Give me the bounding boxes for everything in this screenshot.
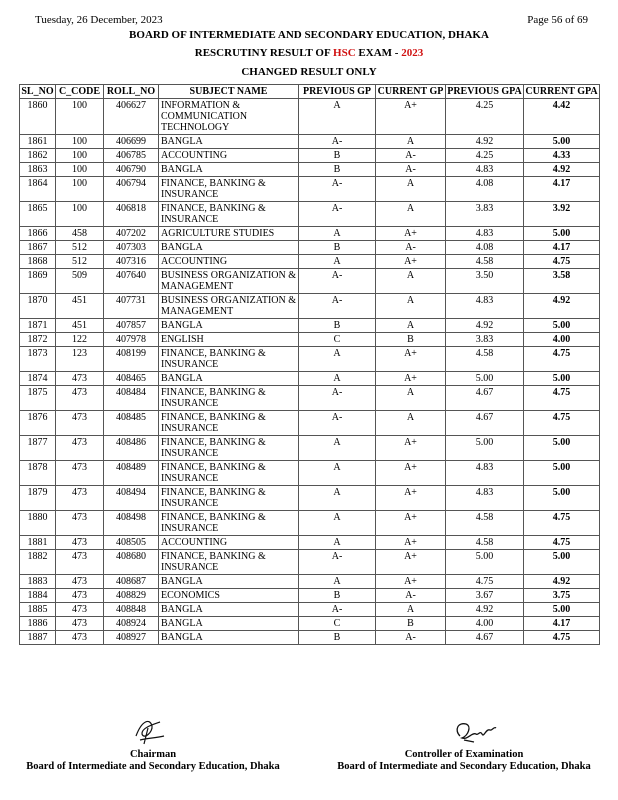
college-code-cell: 473 (56, 603, 104, 617)
current-gpa-cell: 5.00 (524, 486, 600, 511)
current-gpa-cell: 4.75 (524, 386, 600, 411)
college-code-cell: 512 (56, 255, 104, 269)
subject-name-cell: FINANCE, BANKING & INSURANCE (159, 486, 299, 511)
roll-no-cell: 407978 (104, 333, 159, 347)
table-row (20, 135, 600, 149)
college-code-cell: 473 (56, 550, 104, 575)
college-code-cell: 451 (56, 319, 104, 333)
current-gp-cell: A- (376, 241, 446, 255)
roll-no-cell: 408680 (104, 550, 159, 575)
previous-gp-cell: A- (299, 135, 376, 149)
current-gp-cell: A+ (376, 99, 446, 135)
sl-no-cell: 1868 (20, 255, 56, 269)
previous-gpa-cell: 4.58 (446, 347, 524, 372)
current-gp-cell: A+ (376, 461, 446, 486)
current-gpa-cell: 4.42 (524, 99, 600, 135)
subject-name-cell: BANGLA (159, 372, 299, 386)
previous-gpa-cell: 4.08 (446, 241, 524, 255)
previous-gp-cell: A (299, 99, 376, 135)
current-gp-cell: A (376, 411, 446, 436)
print-date: Tuesday, 26 December, 2023 (35, 14, 163, 26)
table-row (20, 227, 600, 241)
roll-no-cell: 408199 (104, 347, 159, 372)
previous-gpa-cell: 5.00 (446, 372, 524, 386)
previous-gp-cell: A (299, 536, 376, 550)
column-header: ROLL_NO (104, 85, 159, 99)
previous-gpa-cell: 4.58 (446, 536, 524, 550)
college-code-cell: 100 (56, 99, 104, 135)
sl-no-cell: 1864 (20, 177, 56, 202)
current-gp-cell: A+ (376, 511, 446, 536)
previous-gpa-cell: 4.92 (446, 135, 524, 149)
previous-gpa-cell: 4.25 (446, 149, 524, 163)
previous-gpa-cell: 4.67 (446, 386, 524, 411)
current-gpa-cell: 5.00 (524, 227, 600, 241)
roll-no-cell: 407731 (104, 294, 159, 319)
previous-gp-cell: A- (299, 177, 376, 202)
subject-name-cell: BANGLA (159, 575, 299, 589)
previous-gpa-cell: 4.58 (446, 255, 524, 269)
subject-name-cell: FINANCE, BANKING & INSURANCE (159, 436, 299, 461)
subject-name-cell: BANGLA (159, 319, 299, 333)
sl-no-cell: 1871 (20, 319, 56, 333)
current-gp-cell: A+ (376, 436, 446, 461)
subject-name-cell: FINANCE, BANKING & INSURANCE (159, 347, 299, 372)
roll-no-cell: 406785 (104, 149, 159, 163)
sl-no-cell: 1884 (20, 589, 56, 603)
current-gpa-cell: 5.00 (524, 372, 600, 386)
sl-no-cell: 1861 (20, 135, 56, 149)
table-row (20, 536, 600, 550)
subject-name-cell: FINANCE, BANKING & INSURANCE (159, 177, 299, 202)
sl-no-cell: 1886 (20, 617, 56, 631)
current-gpa-cell: 5.00 (524, 461, 600, 486)
table-row (20, 241, 600, 255)
current-gpa-cell: 4.75 (524, 631, 600, 645)
report-subtitle: CHANGED RESULT ONLY (241, 66, 377, 78)
roll-no-cell: 408687 (104, 575, 159, 589)
current-gp-cell: A (376, 269, 446, 294)
current-gpa-cell: 4.00 (524, 333, 600, 347)
table-row (20, 603, 600, 617)
table-body (20, 99, 600, 645)
previous-gp-cell: A- (299, 386, 376, 411)
current-gpa-cell: 4.75 (524, 347, 600, 372)
exam-name: HSC (333, 47, 356, 59)
current-gpa-cell: 4.17 (524, 241, 600, 255)
previous-gp-cell: A- (299, 202, 376, 227)
current-gp-cell: A (376, 319, 446, 333)
current-gp-cell: A- (376, 589, 446, 603)
table-row (20, 347, 600, 372)
sl-no-cell: 1869 (20, 269, 56, 294)
table-row (20, 550, 600, 575)
previous-gp-cell: B (299, 149, 376, 163)
sl-no-cell: 1860 (20, 99, 56, 135)
previous-gpa-cell: 4.83 (446, 486, 524, 511)
previous-gpa-cell: 4.00 (446, 617, 524, 631)
sl-no-cell: 1875 (20, 386, 56, 411)
current-gpa-cell: 4.75 (524, 511, 600, 536)
table-row (20, 177, 600, 202)
table-row (20, 411, 600, 436)
current-gpa-cell: 4.92 (524, 294, 600, 319)
chairman-title: Chairman (129, 749, 177, 760)
sl-no-cell: 1863 (20, 163, 56, 177)
college-code-cell: 473 (56, 511, 104, 536)
previous-gp-cell: A (299, 227, 376, 241)
subject-name-cell: FINANCE, BANKING & INSURANCE (159, 386, 299, 411)
subject-name-cell: BANGLA (159, 241, 299, 255)
subject-name-cell: AGRICULTURE STUDIES (159, 227, 299, 241)
college-code-cell: 473 (56, 436, 104, 461)
sl-no-cell: 1873 (20, 347, 56, 372)
roll-no-cell: 407202 (104, 227, 159, 241)
previous-gpa-cell: 4.83 (446, 294, 524, 319)
table-row (20, 202, 600, 227)
college-code-cell: 100 (56, 149, 104, 163)
sl-no-cell: 1867 (20, 241, 56, 255)
exam-title (0, 47, 618, 59)
current-gp-cell: A+ (376, 372, 446, 386)
college-code-cell: 473 (56, 461, 104, 486)
current-gp-cell: A+ (376, 227, 446, 241)
table-row (20, 436, 600, 461)
previous-gp-cell: C (299, 617, 376, 631)
current-gpa-cell: 5.00 (524, 436, 600, 461)
college-code-cell: 123 (56, 347, 104, 372)
college-code-cell: 473 (56, 617, 104, 631)
table-row (20, 333, 600, 347)
previous-gpa-cell: 4.92 (446, 603, 524, 617)
current-gpa-cell: 3.75 (524, 589, 600, 603)
previous-gp-cell: A- (299, 294, 376, 319)
current-gp-cell: A (376, 294, 446, 319)
previous-gp-cell: A- (299, 269, 376, 294)
table-row (20, 589, 600, 603)
subject-name-cell: ENGLISH (159, 333, 299, 347)
previous-gp-cell: A (299, 575, 376, 589)
previous-gpa-cell: 4.83 (446, 163, 524, 177)
table-row (20, 631, 600, 645)
current-gp-cell: A (376, 177, 446, 202)
controller-title: Controller of Examination (404, 749, 524, 760)
subject-name-cell: BUSINESS ORGANIZATION & MANAGEMENT (159, 294, 299, 319)
controller-signature (450, 718, 498, 746)
previous-gp-cell: A (299, 436, 376, 461)
table-row (20, 486, 600, 511)
current-gp-cell: A+ (376, 347, 446, 372)
roll-no-cell: 408465 (104, 372, 159, 386)
roll-no-cell: 408489 (104, 461, 159, 486)
previous-gpa-cell: 3.83 (446, 333, 524, 347)
previous-gp-cell: A- (299, 603, 376, 617)
sl-no-cell: 1872 (20, 333, 56, 347)
previous-gp-cell: A (299, 461, 376, 486)
college-code-cell: 100 (56, 177, 104, 202)
current-gpa-cell: 4.92 (524, 163, 600, 177)
college-code-cell: 473 (56, 536, 104, 550)
column-header: SUBJECT NAME (159, 85, 299, 99)
previous-gp-cell: A (299, 372, 376, 386)
college-code-cell: 122 (56, 333, 104, 347)
previous-gp-cell: B (299, 589, 376, 603)
current-gp-cell: A (376, 603, 446, 617)
table-row (20, 386, 600, 411)
subject-name-cell: BANGLA (159, 631, 299, 645)
sl-no-cell: 1879 (20, 486, 56, 511)
sl-no-cell: 1885 (20, 603, 56, 617)
sl-no-cell: 1881 (20, 536, 56, 550)
current-gp-cell: B (376, 333, 446, 347)
current-gpa-cell: 3.92 (524, 202, 600, 227)
sl-no-cell: 1880 (20, 511, 56, 536)
board-title: BOARD OF INTERMEDIATE AND SECONDARY EDUCATION, DHAKA (129, 29, 489, 41)
previous-gpa-cell: 4.75 (446, 575, 524, 589)
sl-no-cell: 1865 (20, 202, 56, 227)
current-gp-cell: A+ (376, 486, 446, 511)
college-code-cell: 451 (56, 294, 104, 319)
college-code-cell: 100 (56, 135, 104, 149)
current-gpa-cell: 4.75 (524, 536, 600, 550)
current-gpa-cell: 4.75 (524, 255, 600, 269)
roll-no-cell: 408848 (104, 603, 159, 617)
roll-no-cell: 408485 (104, 411, 159, 436)
sl-no-cell: 1877 (20, 436, 56, 461)
subject-name-cell: BANGLA (159, 163, 299, 177)
previous-gp-cell: B (299, 631, 376, 645)
previous-gpa-cell: 4.67 (446, 631, 524, 645)
current-gp-cell: A+ (376, 575, 446, 589)
table-row (20, 617, 600, 631)
current-gp-cell: A- (376, 149, 446, 163)
subject-name-cell: FINANCE, BANKING & INSURANCE (159, 202, 299, 227)
roll-no-cell: 408498 (104, 511, 159, 536)
column-header: PREVIOUS GPA (447, 86, 522, 97)
results-table (19, 84, 600, 645)
roll-no-cell: 407857 (104, 319, 159, 333)
roll-no-cell: 408927 (104, 631, 159, 645)
column-header: SL_NO (21, 86, 54, 97)
sl-no-cell: 1862 (20, 149, 56, 163)
college-code-cell: 458 (56, 227, 104, 241)
table-row (20, 461, 600, 486)
previous-gp-cell: A- (299, 550, 376, 575)
subject-name-cell: BANGLA (159, 617, 299, 631)
table-row (20, 269, 600, 294)
previous-gp-cell: A (299, 347, 376, 372)
subject-name-cell: BANGLA (159, 603, 299, 617)
previous-gpa-cell: 4.58 (446, 511, 524, 536)
roll-no-cell: 408494 (104, 486, 159, 511)
previous-gpa-cell: 3.67 (446, 589, 524, 603)
previous-gpa-cell: 5.00 (446, 436, 524, 461)
subject-name-cell: ECONOMICS (159, 589, 299, 603)
roll-no-cell: 407316 (104, 255, 159, 269)
current-gpa-cell: 4.33 (524, 149, 600, 163)
current-gpa-cell: 4.17 (524, 617, 600, 631)
previous-gp-cell: A- (299, 411, 376, 436)
previous-gpa-cell: 4.83 (446, 461, 524, 486)
table-row (20, 255, 600, 269)
college-code-cell: 473 (56, 631, 104, 645)
roll-no-cell: 407303 (104, 241, 159, 255)
college-code-cell: 473 (56, 411, 104, 436)
table-row (20, 294, 600, 319)
table-row (20, 319, 600, 333)
roll-no-cell: 408505 (104, 536, 159, 550)
current-gpa-cell: 4.92 (524, 575, 600, 589)
current-gpa-cell: 3.58 (524, 269, 600, 294)
college-code-cell: 473 (56, 486, 104, 511)
chairman-signature (130, 716, 170, 746)
previous-gpa-cell: 4.83 (446, 227, 524, 241)
roll-no-cell: 408484 (104, 386, 159, 411)
sl-no-cell: 1866 (20, 227, 56, 241)
exam-title-prefix: RESCRUTINY RESULT OF (194, 47, 334, 59)
column-header: CURRENT GPA (525, 86, 598, 97)
current-gpa-cell: 5.00 (524, 603, 600, 617)
exam-year: 2023 (401, 47, 424, 59)
sl-no-cell: 1876 (20, 411, 56, 436)
current-gp-cell: A (376, 135, 446, 149)
current-gpa-cell: 5.00 (524, 135, 600, 149)
exam-title-mid: EXAM - (355, 47, 402, 59)
roll-no-cell: 406790 (104, 163, 159, 177)
roll-no-cell: 408486 (104, 436, 159, 461)
column-header: C_CODE (56, 85, 104, 99)
current-gpa-cell: 4.17 (524, 177, 600, 202)
roll-no-cell: 407640 (104, 269, 159, 294)
previous-gp-cell: A (299, 486, 376, 511)
sl-no-cell: 1870 (20, 294, 56, 319)
roll-no-cell: 406794 (104, 177, 159, 202)
table-header-row (20, 85, 600, 99)
previous-gpa-cell: 3.83 (446, 202, 524, 227)
roll-no-cell: 406699 (104, 135, 159, 149)
table-row (20, 99, 600, 135)
table-row (20, 575, 600, 589)
chairman-organization: Board of Intermediate and Secondary Education, Dhaka (26, 761, 280, 772)
subject-name-cell: ACCOUNTING (159, 149, 299, 163)
sl-no-cell: 1883 (20, 575, 56, 589)
current-gp-cell: A (376, 386, 446, 411)
current-gp-cell: A+ (376, 536, 446, 550)
roll-no-cell: 406818 (104, 202, 159, 227)
column-header: PREVIOUS GP (299, 85, 376, 99)
roll-no-cell: 408829 (104, 589, 159, 603)
previous-gp-cell: C (299, 333, 376, 347)
subject-name-cell: BUSINESS ORGANIZATION & MANAGEMENT (159, 269, 299, 294)
previous-gp-cell: B (299, 163, 376, 177)
subject-name-cell: INFORMATION & COMMUNICATION TECHNOLOGY (159, 99, 299, 135)
college-code-cell: 512 (56, 241, 104, 255)
roll-no-cell: 408924 (104, 617, 159, 631)
table-row (20, 149, 600, 163)
table-row (20, 372, 600, 386)
subject-name-cell: FINANCE, BANKING & INSURANCE (159, 411, 299, 436)
previous-gpa-cell: 4.67 (446, 411, 524, 436)
college-code-cell: 473 (56, 575, 104, 589)
subject-name-cell: BANGLA (159, 135, 299, 149)
previous-gpa-cell: 4.25 (446, 99, 524, 135)
sl-no-cell: 1887 (20, 631, 56, 645)
page-number: Page 56 of 69 (527, 14, 588, 26)
current-gpa-cell: 5.00 (524, 319, 600, 333)
subject-name-cell: FINANCE, BANKING & INSURANCE (159, 550, 299, 575)
subject-name-cell: FINANCE, BANKING & INSURANCE (159, 461, 299, 486)
sl-no-cell: 1882 (20, 550, 56, 575)
college-code-cell: 100 (56, 163, 104, 177)
roll-no-cell: 406627 (104, 99, 159, 135)
current-gp-cell: A+ (376, 550, 446, 575)
college-code-cell: 473 (56, 589, 104, 603)
sl-no-cell: 1878 (20, 461, 56, 486)
column-header: CURRENT GP (376, 85, 446, 99)
current-gp-cell: B (376, 617, 446, 631)
current-gpa-cell: 4.75 (524, 411, 600, 436)
current-gp-cell: A+ (376, 255, 446, 269)
sl-no-cell: 1874 (20, 372, 56, 386)
controller-organization: Board of Intermediate and Secondary Education, Dhaka (337, 761, 591, 772)
college-code-cell: 509 (56, 269, 104, 294)
current-gp-cell: A- (376, 163, 446, 177)
current-gpa-cell: 5.00 (524, 550, 600, 575)
table-row (20, 511, 600, 536)
previous-gp-cell: A (299, 255, 376, 269)
current-gp-cell: A- (376, 631, 446, 645)
table-row (20, 163, 600, 177)
previous-gp-cell: A (299, 511, 376, 536)
previous-gpa-cell: 5.00 (446, 550, 524, 575)
previous-gpa-cell: 3.50 (446, 269, 524, 294)
college-code-cell: 473 (56, 372, 104, 386)
subject-name-cell: ACCOUNTING (159, 255, 299, 269)
college-code-cell: 100 (56, 202, 104, 227)
previous-gp-cell: B (299, 319, 376, 333)
college-code-cell: 473 (56, 386, 104, 411)
subject-name-cell: ACCOUNTING (159, 536, 299, 550)
previous-gpa-cell: 4.92 (446, 319, 524, 333)
current-gp-cell: A (376, 202, 446, 227)
previous-gpa-cell: 4.08 (446, 177, 524, 202)
subject-name-cell: FINANCE, BANKING & INSURANCE (159, 511, 299, 536)
previous-gp-cell: B (299, 241, 376, 255)
